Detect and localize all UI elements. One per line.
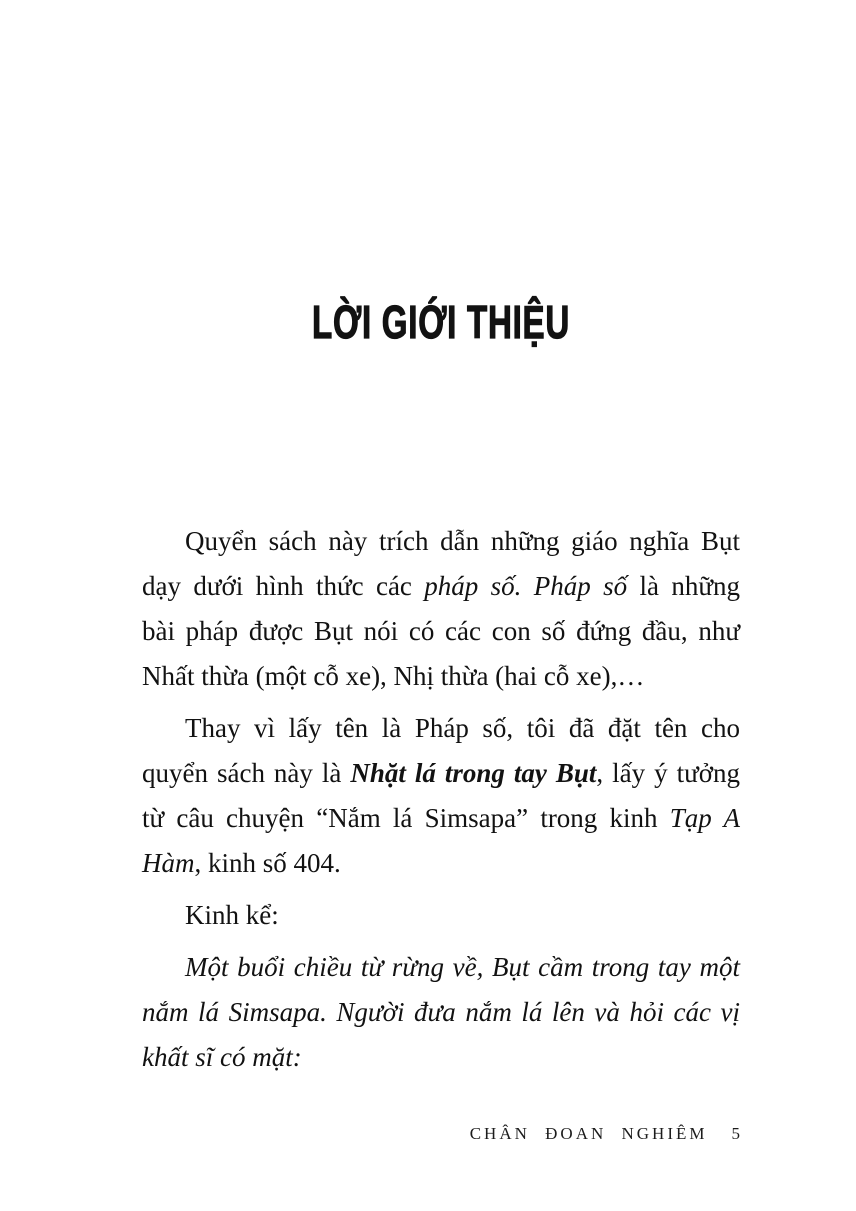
italic-run: pháp số. Pháp số: [424, 571, 628, 601]
text-run: dạy dưới hình thức các: [142, 571, 425, 601]
italic-run: Tạp A: [669, 803, 740, 833]
italic-run: Hàm: [142, 848, 195, 878]
text-line: [142, 751, 740, 796]
italic-run: Một buổi chiều từ rừng về, Bụt cầm trong tay một: [185, 952, 740, 982]
text-line: [142, 796, 740, 841]
text-run: Kinh kể:: [185, 900, 279, 930]
text-line: [142, 945, 740, 990]
text-line: [142, 654, 740, 699]
text-run: là những: [627, 571, 741, 601]
italic-run: nắm lá Simsapa. Người đưa nắm lá lên và hỏi các vị: [142, 997, 740, 1027]
running-head: CHÂN ĐOAN NGHIÊM: [469, 1124, 708, 1143]
text-line: [142, 609, 740, 654]
text-line: [142, 1035, 740, 1080]
page-number: 5: [731, 1124, 740, 1143]
italic-run: khất sĩ có mặt:: [142, 1042, 302, 1072]
text-line: [142, 706, 740, 751]
text-run: , kinh số 404.: [194, 848, 341, 878]
text-line: [142, 893, 740, 938]
text-line: [142, 519, 740, 564]
text-run: Quyển sách này trích dẫn những giáo nghĩa Bụt: [185, 526, 740, 556]
text-line: [142, 990, 740, 1035]
paragraph: [142, 519, 740, 699]
text-run: Nhất thừa (một cỗ xe), Nhị thừa (hai cỗ xe),…: [142, 661, 645, 691]
paragraph: [142, 893, 740, 938]
text-line: [142, 841, 740, 886]
body-text: [142, 519, 740, 1087]
paragraph: [142, 706, 740, 886]
page-title: LỜI GIỚI THIỆU: [312, 296, 570, 348]
text-run: Thay vì lấy tên là Pháp số, tôi đã đặt tên cho: [185, 713, 740, 743]
page-footer: [142, 1124, 740, 1144]
book-title-run: Nhặt lá trong tay Bụt: [350, 758, 597, 788]
text-run: bài pháp được Bụt nói có các con số đứng đầu, như: [142, 616, 740, 646]
paragraph: [142, 945, 740, 1080]
text-line: [142, 564, 740, 609]
text-run: từ câu chuyện “Nắm lá Simsapa” trong kinh: [142, 803, 670, 833]
text-run: quyển sách này là: [142, 758, 351, 788]
text-run: , lấy ý tưởng: [596, 758, 740, 788]
